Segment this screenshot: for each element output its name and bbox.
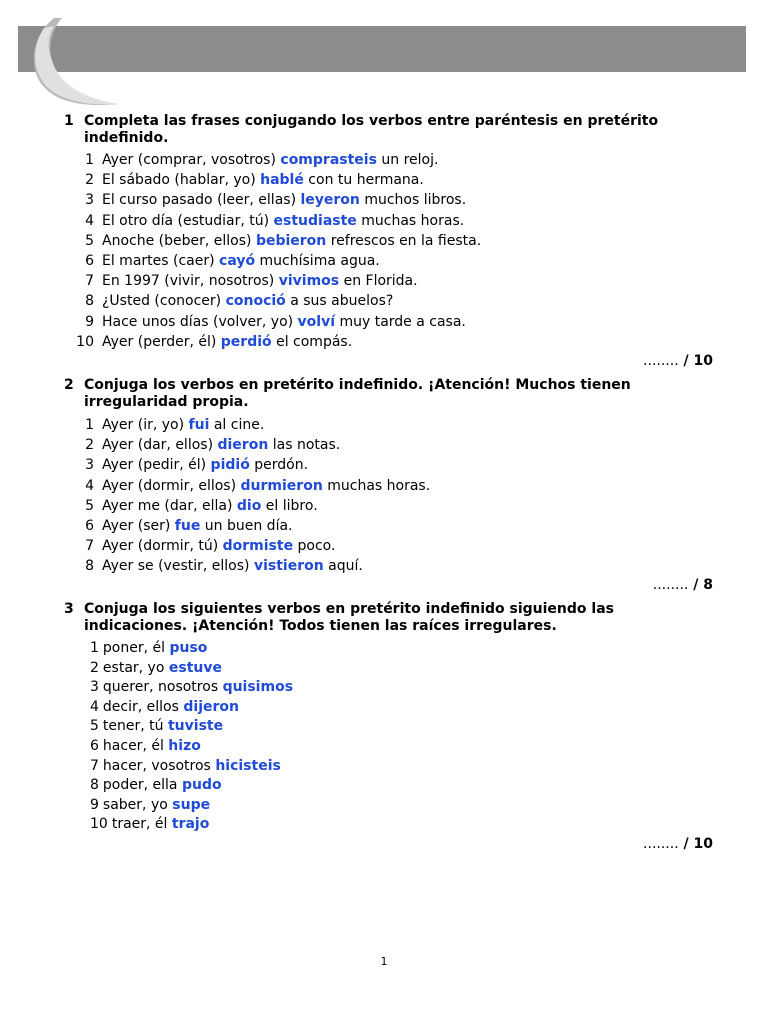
sentence-text: muchos libros.: [359, 192, 467, 209]
list-item: [76, 291, 481, 311]
prompt-text: traer, él: [111, 816, 172, 833]
sentence-text: un reloj.: [376, 152, 439, 168]
page-number: 1: [380, 955, 388, 968]
item-number: 2: [85, 172, 94, 189]
answer-text: pidió: [210, 457, 250, 474]
answer-text: fui: [188, 417, 210, 433]
prompt-text: tener, tú: [102, 718, 168, 735]
answer-text: dijeron: [183, 698, 239, 715]
sentence-text: un buen día.: [200, 517, 293, 534]
sentence-text: Ayer (dormir, ellos): [102, 477, 241, 494]
list-item: [90, 776, 293, 796]
list-item: [76, 536, 430, 556]
sentence-text: Ayer (ser): [102, 517, 175, 534]
answer-text: volví: [297, 313, 336, 330]
exercise-1-score: [643, 353, 713, 369]
list-item: [76, 332, 481, 352]
sentence-text: al cine.: [209, 417, 265, 433]
sentence-text: Ayer (pedir, él): [102, 457, 211, 474]
sentence-text: Ayer se (vestir, ellos): [102, 558, 254, 575]
item-number: 3: [85, 192, 94, 209]
item-number: 6: [85, 252, 94, 269]
list-item: [90, 737, 293, 757]
list-item: [76, 251, 481, 271]
exercise-instructions: Conjuga los verbos en pretérito indefinido. ¡Atención! Muchos tienen irregularidad propia.: [84, 377, 631, 410]
answer-text: dio: [236, 497, 262, 514]
answer-text: tuviste: [167, 718, 224, 735]
answer-text: dieron: [217, 437, 269, 454]
sentence-text: las notas.: [268, 437, 341, 454]
answer-text: durmieron: [240, 477, 323, 494]
list-item: [76, 312, 481, 332]
list-item: [90, 757, 293, 777]
answer-text: fue: [174, 517, 201, 534]
list-item: [90, 639, 293, 659]
answer-text: cayó: [219, 252, 256, 269]
answer-text: hablé: [260, 172, 304, 189]
item-number: 8: [85, 558, 94, 575]
answer-text: supe: [172, 796, 211, 813]
list-item: [90, 659, 293, 679]
sentence-text: Hace unos días (volver, yo): [102, 313, 298, 330]
answer-text: vivimos: [278, 273, 340, 290]
list-item: [76, 231, 481, 251]
item-number: 4: [85, 477, 94, 494]
score-blank: ........: [652, 577, 689, 593]
item-number: 2: [85, 437, 94, 454]
list-item: [90, 717, 293, 737]
sentence-text: Ayer (dormir, tú): [102, 538, 223, 555]
item-number: 4: [85, 212, 94, 229]
item-number: 7: [85, 273, 94, 290]
exercise-1-list: [76, 150, 481, 352]
list-item: [76, 556, 430, 576]
list-item: [76, 170, 481, 190]
sentence-text: poco.: [293, 538, 336, 555]
answer-text: puso: [169, 640, 208, 656]
answer-text: hicisteis: [215, 757, 281, 774]
answer-text: comprasteis: [280, 152, 377, 168]
item-number: 7: [90, 757, 99, 774]
prompt-text: hacer, vosotros: [102, 757, 216, 774]
answer-text: conoció: [225, 293, 286, 310]
sentence-text: En 1997 (vivir, nosotros): [102, 273, 279, 290]
exercise-1-title: [64, 113, 684, 147]
sentence-text: ¿Usted (conocer): [102, 293, 226, 310]
answer-text: bebieron: [255, 232, 327, 249]
sentence-text: muchas horas.: [322, 477, 431, 494]
item-number: 10: [76, 333, 94, 350]
sentence-text: en Florida.: [339, 273, 418, 290]
score-blank: ........: [643, 836, 679, 852]
item-number: 8: [85, 293, 94, 310]
answer-text: estudiaste: [273, 212, 357, 229]
prompt-text: poder, ella: [102, 777, 182, 794]
list-item: [90, 796, 293, 816]
prompt-text: querer, nosotros: [102, 679, 223, 696]
sentence-text: el libro.: [261, 497, 318, 514]
sentence-text: Anoche (beber, ellos): [102, 232, 256, 249]
answer-text: dormiste: [222, 538, 294, 555]
prompt-text: decir, ellos: [102, 698, 184, 715]
list-item: [90, 815, 293, 835]
score-total: / 8: [688, 577, 713, 593]
exercise-3-title: [64, 601, 684, 635]
sentence-text: Ayer me (dar, ella): [102, 497, 237, 514]
score-blank: ........: [643, 353, 679, 369]
exercise-2-list: [76, 415, 430, 577]
exercise-instructions: Completa las frases conjugando los verbos entre paréntesis en pretérito indefinido.: [84, 113, 659, 146]
prompt-text: saber, yo: [102, 796, 173, 813]
sentence-text: El martes (caer): [102, 252, 220, 269]
list-item: [76, 476, 430, 496]
sentence-text: El curso pasado (leer, ellas): [102, 192, 301, 209]
list-item: [90, 698, 293, 718]
list-item: [76, 211, 481, 231]
item-number: 8: [90, 777, 99, 794]
answer-text: hizo: [168, 737, 201, 754]
list-item: [90, 678, 293, 698]
prompt-text: hacer, él: [102, 737, 169, 754]
item-number: 3: [85, 457, 94, 474]
list-item: [76, 190, 481, 210]
exercise-number: 3: [64, 601, 74, 617]
sentence-text: muchísima agua.: [255, 252, 380, 269]
list-item: [76, 271, 481, 291]
prompt-text: poner, él: [102, 640, 170, 656]
answer-text: leyeron: [300, 192, 360, 209]
answer-text: estuve: [168, 659, 222, 676]
item-number: 1: [85, 417, 94, 433]
exercise-2-score: [653, 577, 713, 593]
list-item: [76, 150, 481, 170]
item-number: 2: [90, 659, 99, 676]
sentence-text: aquí.: [323, 558, 363, 575]
header-swoosh-decoration: [14, 14, 134, 110]
score-total: / 10: [678, 353, 713, 369]
item-number: 5: [85, 232, 94, 249]
exercise-number: 1: [64, 113, 74, 129]
exercise-3-list: [90, 639, 293, 835]
prompt-text: estar, yo: [102, 659, 169, 676]
exercise-3-score: [643, 836, 713, 852]
sentence-text: El otro día (estudiar, tú): [102, 212, 274, 229]
sentence-text: Ayer (perder, él): [102, 333, 221, 350]
item-number: 9: [85, 313, 94, 330]
list-item: [76, 435, 430, 455]
exercise-2-title: [64, 377, 684, 411]
item-number: 6: [90, 737, 99, 754]
exercise-number: 2: [64, 377, 74, 393]
item-number: 5: [90, 718, 99, 735]
sentence-text: muchas horas.: [356, 212, 465, 229]
answer-text: perdió: [220, 333, 272, 350]
sentence-text: Ayer (ir, yo): [102, 417, 189, 433]
sentence-text: a sus abuelos?: [285, 293, 394, 310]
sentence-text: el compás.: [271, 333, 353, 350]
answer-text: quisimos: [222, 679, 294, 696]
item-number: 1: [90, 640, 99, 656]
sentence-text: El sábado (hablar, yo): [102, 172, 261, 189]
sentence-text: con tu hermana.: [303, 172, 424, 189]
list-item: [76, 455, 430, 475]
item-number: 6: [85, 517, 94, 534]
answer-text: pudo: [181, 777, 222, 794]
item-number: 9: [90, 796, 99, 813]
list-item: [76, 415, 430, 435]
exercise-instructions: Conjuga los siguientes verbos en pretérito indefinido siguiendo las indicaciones. ¡Atención! Todos tienen las raíces irregulares.: [84, 601, 614, 634]
list-item: [76, 516, 430, 536]
item-number: 1: [85, 152, 94, 168]
score-total: / 10: [678, 836, 713, 852]
answer-text: vistieron: [253, 558, 324, 575]
item-number: 3: [90, 679, 99, 696]
sentence-text: refrescos en la fiesta.: [326, 232, 482, 249]
answer-text: trajo: [171, 816, 210, 833]
sentence-text: perdón.: [249, 457, 309, 474]
sentence-text: Ayer (dar, ellos): [102, 437, 218, 454]
item-number: 5: [85, 497, 94, 514]
sentence-text: muy tarde a casa.: [335, 313, 466, 330]
list-item: [76, 496, 430, 516]
item-number: 4: [90, 698, 99, 715]
item-number: 10: [90, 816, 108, 833]
sentence-text: Ayer (comprar, vosotros): [102, 152, 281, 168]
item-number: 7: [85, 538, 94, 555]
